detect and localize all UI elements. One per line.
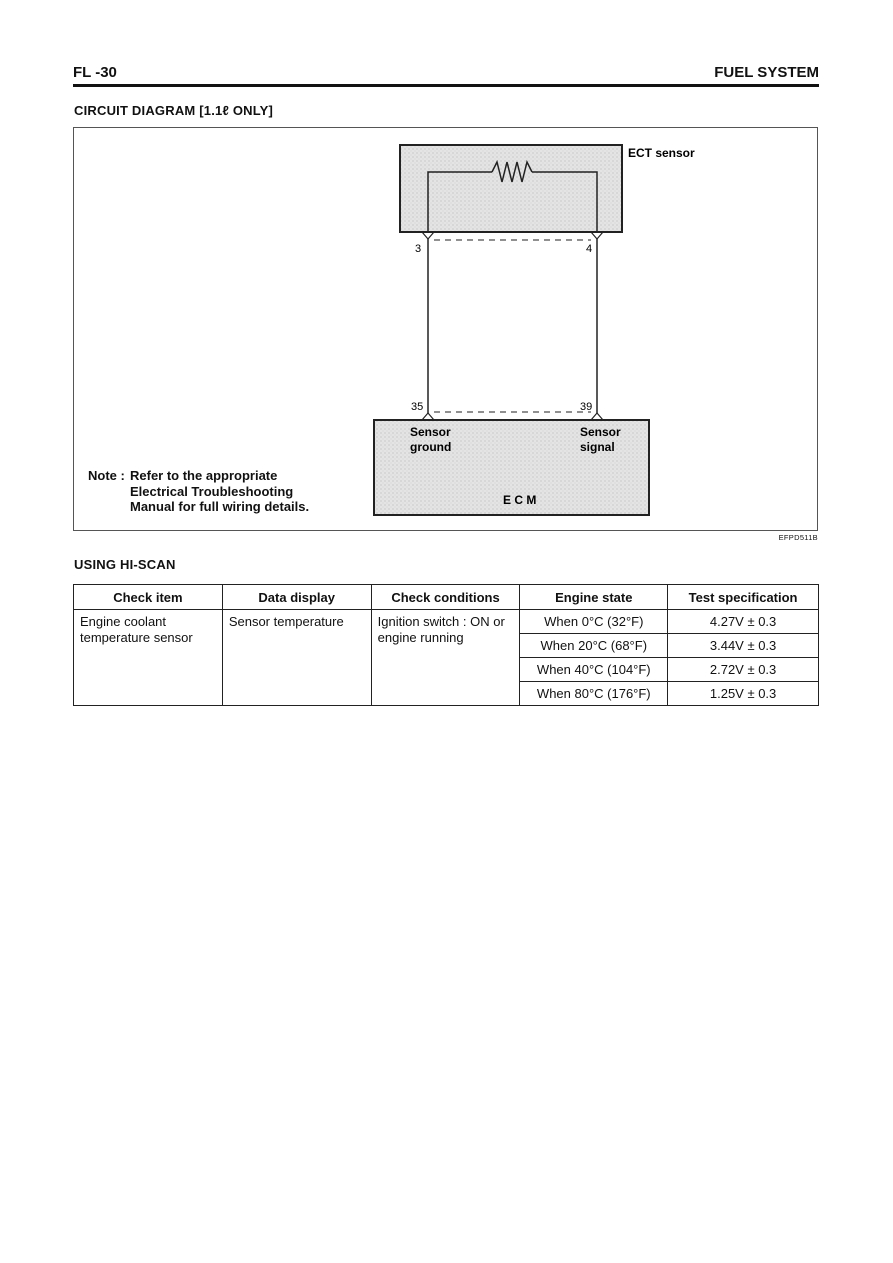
table-header-row (74, 585, 819, 610)
table-row (74, 610, 819, 634)
test-spec-cell: 2.72V ± 0.3 (668, 658, 819, 682)
column-header-data-display: Data display (222, 585, 371, 610)
sensor-ground-label-line2: ground (410, 440, 452, 454)
column-header-test-spec: Test specification (668, 585, 819, 610)
engine-state-cell: When 80°C (176°F) (520, 682, 668, 706)
note-line-1: Refer to the appropriate (130, 468, 278, 483)
note-label: Note : (88, 468, 125, 483)
note-line-3: Manual for full wiring details. (130, 499, 310, 514)
pin-39-connector (591, 413, 603, 420)
test-spec-cell: 4.27V ± 0.3 (668, 610, 819, 634)
pin-4-connector (591, 232, 603, 239)
section-title: FUEL SYSTEM (714, 64, 819, 81)
page-number: FL -30 (73, 64, 117, 81)
sensor-signal-label-line2: signal (580, 440, 615, 454)
engine-state-cell: When 20°C (68°F) (520, 634, 668, 658)
diagram-note (88, 468, 309, 515)
column-header-check-conditions: Check conditions (371, 585, 520, 610)
pin-3-connector (422, 232, 434, 239)
ect-sensor-label: ECT sensor (628, 146, 695, 160)
note-line-2: Electrical Troubleshooting (130, 483, 294, 499)
pin-4-label: 4 (586, 243, 593, 255)
check-item-cell: Engine coolant temperature sensor (74, 610, 223, 706)
engine-state-cell: When 40°C (104°F) (520, 658, 668, 682)
hiscan-spec-table (73, 584, 819, 706)
pin-3-label: 3 (415, 243, 422, 255)
pin-35-label: 35 (411, 401, 424, 413)
sensor-signal-label-line1: Sensor (580, 425, 621, 439)
test-spec-cell: 3.44V ± 0.3 (668, 634, 819, 658)
hiscan-heading: USING HI-SCAN (74, 557, 176, 572)
circuit-diagram-heading: CIRCUIT DIAGRAM [1.1ℓ ONLY] (74, 103, 274, 118)
sensor-ground-label-line1: Sensor (410, 425, 451, 439)
test-spec-cell: 1.25V ± 0.3 (668, 682, 819, 706)
column-header-check-item: Check item (74, 585, 223, 610)
ect-sensor-box (400, 145, 622, 232)
pin-35-connector (422, 413, 434, 420)
engine-state-cell: When 0°C (32°F) (520, 610, 668, 634)
check-conditions-cell: Ignition switch : ON or engine running (371, 610, 520, 706)
data-display-cell: Sensor temperature (222, 610, 371, 706)
figure-code: EFPD511B (778, 533, 818, 542)
pin-39-label: 39 (580, 401, 593, 413)
column-header-engine-state: Engine state (520, 585, 668, 610)
ecm-label: E C M (503, 493, 537, 507)
